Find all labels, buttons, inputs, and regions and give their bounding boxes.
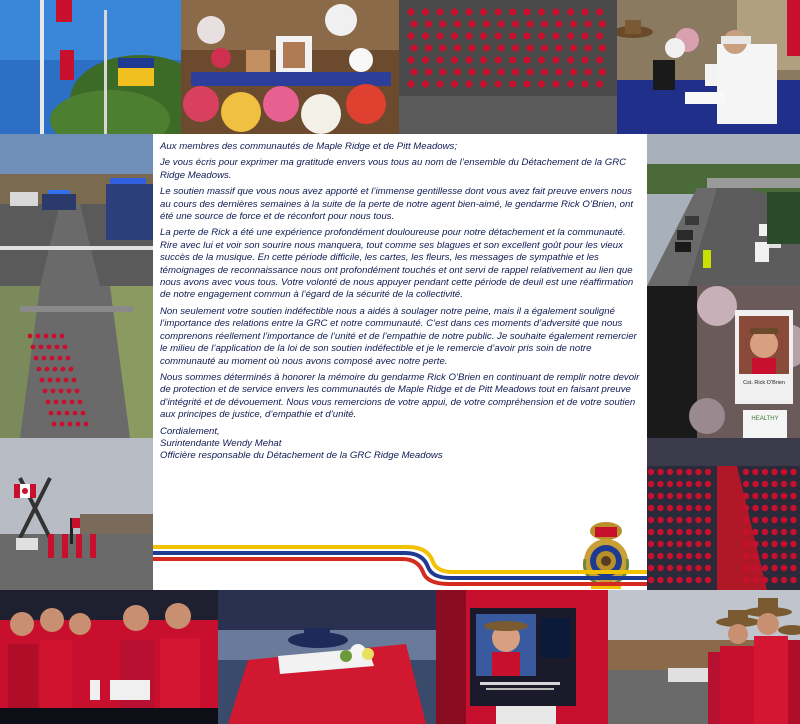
photo-police-cars-street — [0, 134, 153, 286]
thank-you-letter — [153, 134, 647, 590]
photo-poppy-hearts — [399, 0, 617, 134]
photo-aerial-procession — [0, 286, 153, 438]
signature-name: Surintendante Wendy Mehat — [160, 437, 282, 449]
photo-memorial-plaque — [436, 590, 608, 724]
memorial-sign-name: Cst. Rick O’Brien — [743, 380, 785, 386]
letter-paragraph: La perte de Rick a été une expérience profondément douloureuse pour notre détachement et la communauté. Rire avec lui et voir son sourire nous manquera, tout comme ses blagues et son excellent goût pour les vieux succès de la musique. En cette période difficile, les cartes, les fleurs, les messages de sympathie et les témoignages de reconnaissance nous ont profondément touchés et ont servi de rappel relativement au lien que nous avons avec vous tous. Votre volonté de nous appuyer pendant cette période de deuil est une réaffirmation de notre engagement commun à l’égard de la sécurité de la collectivité. — [160, 227, 634, 301]
photo-draped-casket — [218, 590, 436, 724]
letter-paragraph: Nous sommes déterminés à honorer la mémoire du gendarme Rick O’Brien en continuant de remplir notre devoir de protection et de service envers les communautés de Maple Ridge et de Pitt Meadows tout en faisant preuve d’intégrité et de dévouement. Nous vous remercions de votre appui, de votre compréhension et de votre soutien aux principes de justice, d’empathie et d’unité. — [160, 371, 640, 421]
letter-paragraph: Non seulement votre soutien indéfectible nous a aidés à soulager notre peine, mais il a également souligné l’importance des relations entre la GRC et notre communauté. C’est dans ces moments d’adversité que nous comprenons réellement l’importance de l’unité et de l’empathie de notre public. Je souhaite également remercier le milieu de l’application de la loi de son soutien indéfectible et je le remercie d’avoir pris soin de notre communauté au moment où nous avons composé avec notre perte. — [160, 305, 637, 367]
letter-body — [160, 141, 644, 463]
photo-officers-in-stetsons — [608, 590, 800, 724]
photo-flower-memorial — [181, 0, 399, 134]
photo-book-of-condolences — [617, 0, 800, 134]
photo-half-mast-flags — [0, 0, 181, 134]
healthy-sign-text: HEALTHY — [751, 416, 779, 422]
letter-closing: Cordialement, — [160, 425, 220, 437]
photo-highway-escort — [647, 134, 800, 286]
photo-ladder-trucks-flag — [0, 438, 153, 590]
photo-officers-folding-flag — [0, 590, 218, 724]
photo-memorial-sign — [647, 286, 800, 438]
signature-title: Officière responsable du Détachement de la GRC Ridge Meadows — [160, 450, 443, 462]
letter-paragraph: Je vous écris pour exprimer ma gratitude envers vous tous au nom de l’ensemble du Détachement de la GRC Ridge Meadows. — [160, 157, 627, 181]
rcmp-crest-logo — [577, 519, 635, 590]
letter-salutation: Aux membres des communautés de Maple Ridge et de Pitt Meadows; — [160, 141, 458, 152]
photo-arena-ceremony — [647, 438, 800, 590]
letter-paragraph: Le soutien massif que vous nous avez apporté et l’immense gentillesse dont vous avez fait preuve envers nous au cours des dernières semaines à la suite de la perte de notre agent bien-aimé, le gendarme Rick O’Brien, ont été une source de force et de réconfort pour nous tous. — [160, 186, 634, 223]
